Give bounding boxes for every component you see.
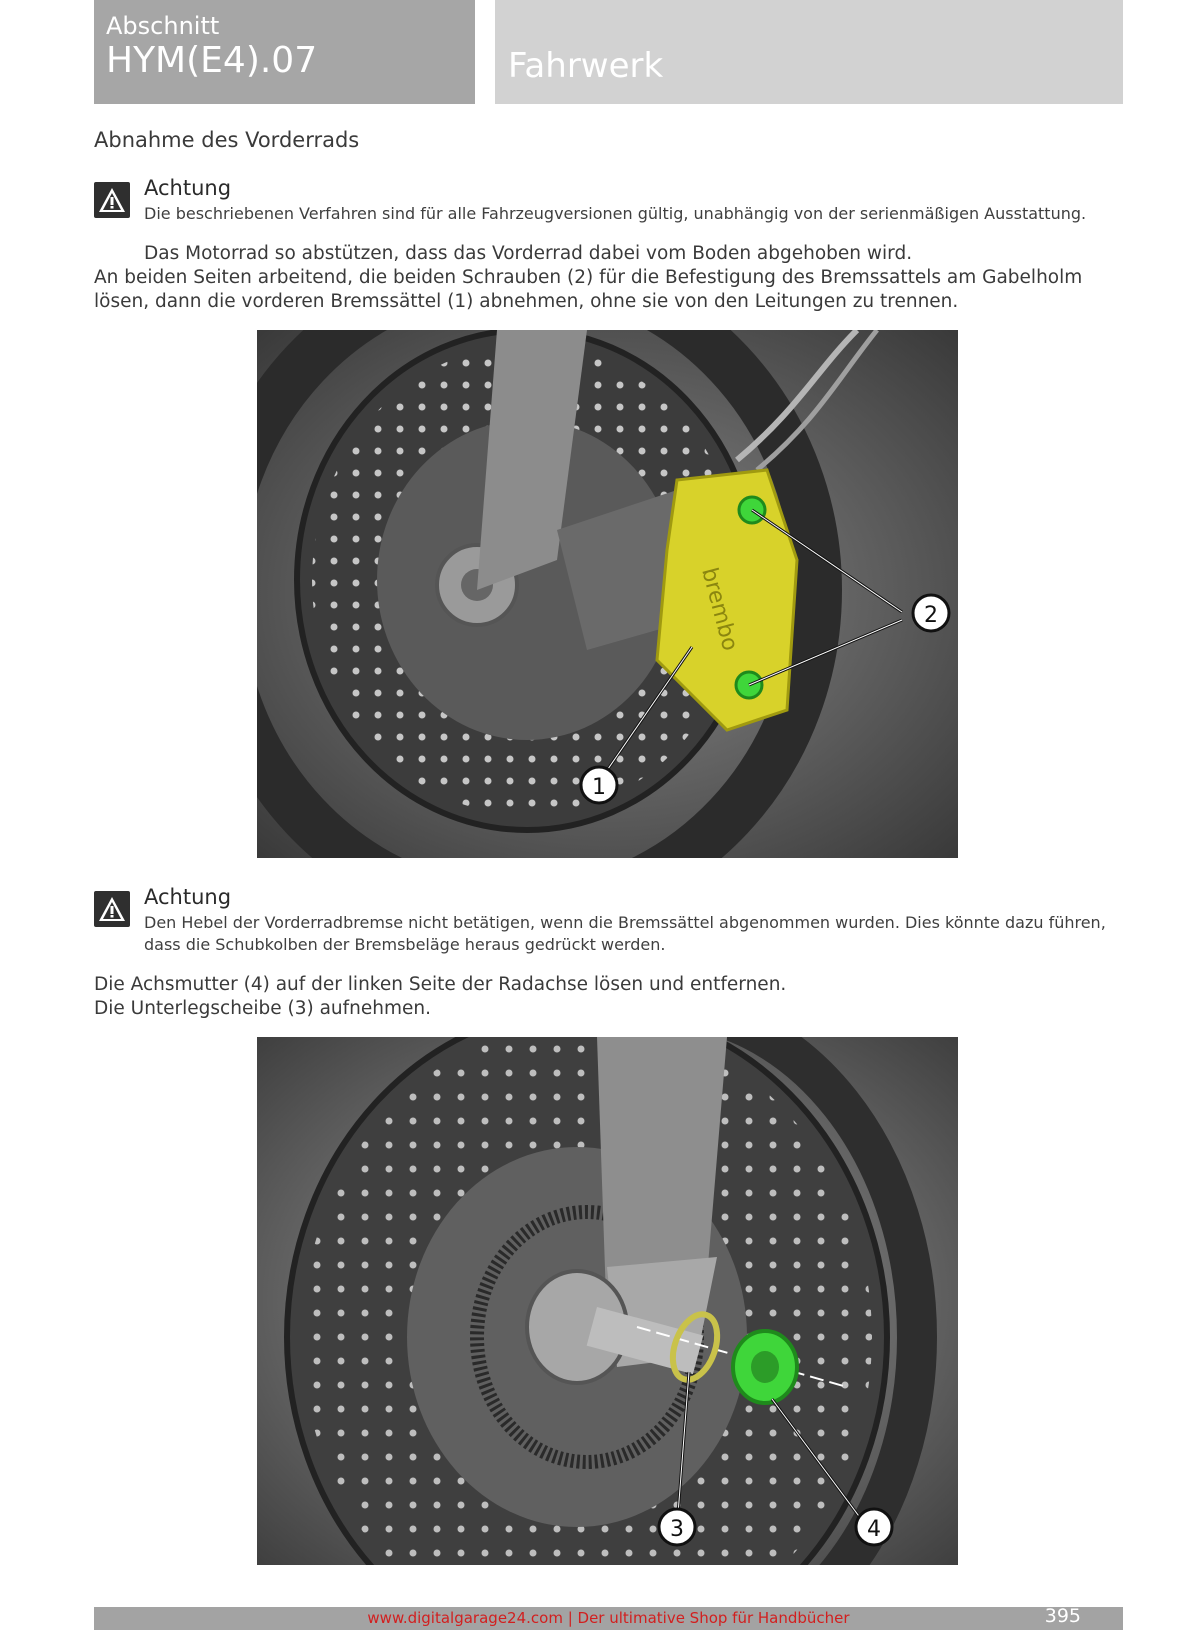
page-number: 395 [1044,1605,1081,1627]
svg-text:1: 1 [592,775,606,800]
instruction-line: An beiden Seiten arbeitend, die beiden Schrauben (2) für die Befestigung des Bremssattels am Gabelholm lösen, dann die vorderen Bremssättel (1) abnehmen, ohne sie von den Leitungen zu trennen. [94,267,1083,312]
warning-text: Den Hebel der Vorderradbremse nicht betätigen, wenn die Bremssättel abgenommen wurden. Dies könnte dazu führen, dass die Schubkolben der Bremsbeläge heraus gedrückt werden. [144,913,1106,954]
svg-text:3: 3 [670,1517,684,1542]
instruction-line: Das Motorrad so abstützen, dass das Vorderrad dabei vom Boden abgehoben wird. [144,243,913,264]
footer-site-link[interactable]: www.digitalgarage24.com | Der ultimative Shop für Handbücher [367,1609,850,1627]
instruction-line: Die Achsmutter (4) auf der linken Seite der Radachse lösen und entfernen. [94,974,787,995]
svg-text:4: 4 [867,1517,881,1542]
callout-2 [913,595,949,631]
svg-text:2: 2 [924,603,938,628]
section-code: HYM(E4).07 [106,40,318,81]
warning-box [94,885,1124,957]
warning-box [94,176,1124,226]
chapter-title: Fahrwerk [508,46,664,86]
instruction-paragraph [94,242,1124,314]
figure-axle-nut [257,1037,958,1565]
warning-text: Die beschriebenen Verfahren sind für alle Fahrzeugversionen gültig, unabhängig von der serienmäßigen Ausstattung. [144,204,1087,223]
section-header [94,0,475,104]
callout-3 [659,1509,695,1545]
warning-title: Achtung [144,885,232,909]
caliper-brand-label: brembo [696,565,743,654]
callout-1 [581,767,617,803]
page-footer [94,1607,1123,1630]
warning-title: Achtung [144,176,232,200]
warning-triangle-icon [94,182,130,218]
figure-brake-caliper [257,330,958,858]
instruction-paragraph [94,973,1124,1021]
chapter-header [495,0,1123,104]
section-kicker: Abschnitt [106,12,220,40]
callout-4 [856,1509,892,1545]
instruction-line: Die Unterlegscheibe (3) aufnehmen. [94,998,431,1019]
warning-triangle-icon [94,891,130,927]
page-subtitle: Abnahme des Vorderrads [94,128,360,152]
